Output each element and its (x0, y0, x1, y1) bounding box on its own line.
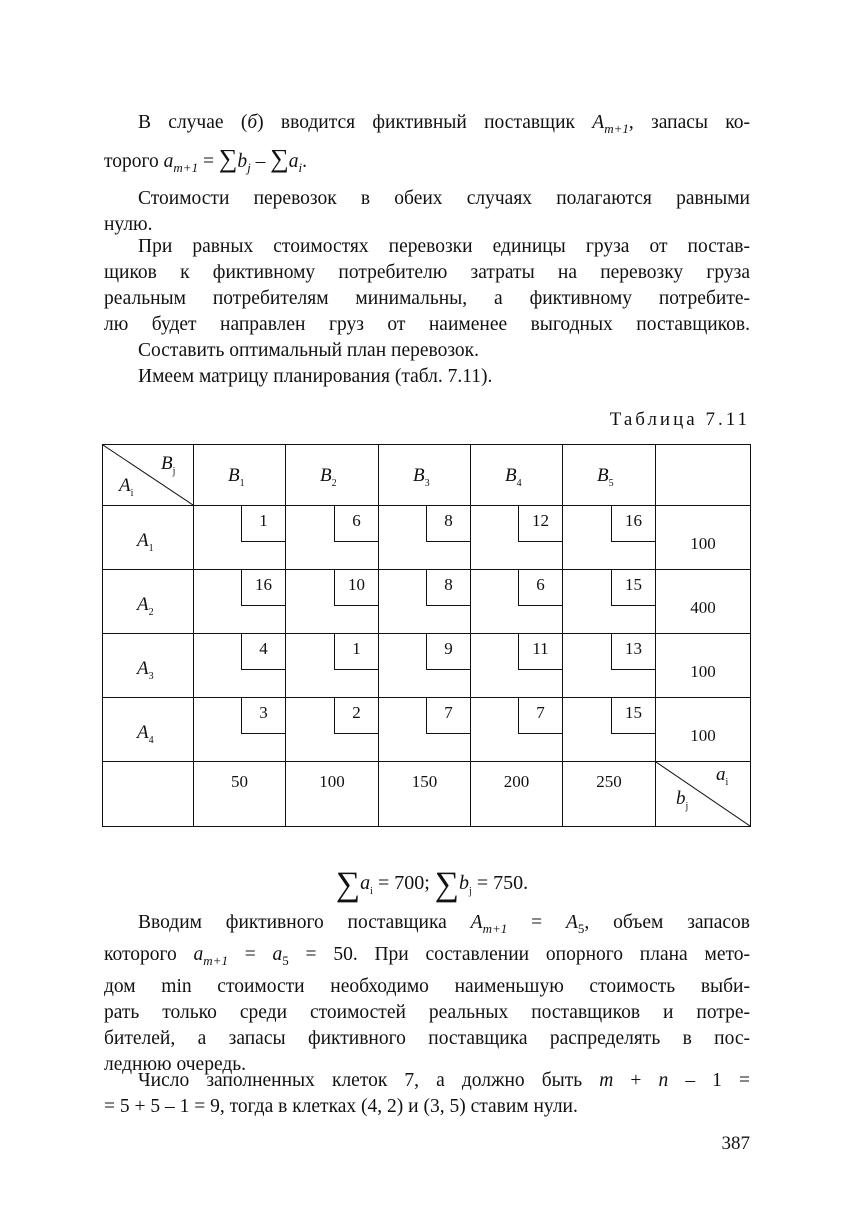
p6-line3: дом min стоимости необходимо наименьшую стоимость выби- (104, 975, 750, 997)
col-header-b5: $B_5$ (563, 445, 656, 506)
col-header-b4: $B_4$ (471, 445, 563, 506)
cost-value: 12 (518, 506, 562, 542)
p2-line2: нулю. (104, 214, 153, 235)
p4-line: Составить оптимальный план перевозок. (138, 340, 480, 361)
cell (379, 698, 471, 762)
paragraph-6 (104, 910, 750, 1078)
cost-value: 11 (518, 634, 562, 670)
cell (194, 506, 286, 570)
p6-line1: Вводим фиктивного поставщика $A_{m+1} = A_5$, объем запасов (138, 912, 750, 936)
paragraph-4 (104, 338, 750, 390)
cost-value: 8 (426, 570, 470, 606)
cost-value: 9 (426, 634, 470, 670)
cell (471, 570, 563, 634)
p6-line5: бителей, а запасы фиктивного поставщика распределять в пос- (104, 1027, 750, 1049)
cost-value: 2 (334, 698, 378, 734)
col-header-b1: $B_1$ (194, 445, 286, 506)
cell (563, 634, 656, 698)
supply-cell (656, 698, 751, 762)
corner2-diagonal (656, 762, 750, 826)
demand-cell (563, 762, 656, 827)
table-header-row (103, 445, 751, 506)
p2-line1: Стоимости перевозок в обеих случаях полагаются равными (138, 188, 750, 209)
corner2-bj-label: $b_j$ (676, 788, 689, 812)
table-row (103, 570, 751, 634)
cost-value: 7 (518, 698, 562, 734)
supply-value: 100 (690, 662, 716, 681)
sigma-symbol: ∑ (335, 866, 361, 903)
cost-value: 15 (611, 698, 655, 734)
cost-value: 16 (611, 506, 655, 542)
cell (286, 698, 379, 762)
cost-value: 1 (241, 506, 285, 542)
demand-cell (194, 762, 286, 827)
cell (471, 506, 563, 570)
row-label-a3: $A_3$ (103, 634, 194, 698)
cost-value: 6 (334, 506, 378, 542)
cell (563, 698, 656, 762)
cell (379, 570, 471, 634)
corner-diagonal (103, 445, 193, 505)
p3-line1: При равных стоимостях перевозки единицы груза от постав- (138, 236, 750, 257)
cost-value: 13 (611, 634, 655, 670)
cost-value: 16 (241, 570, 285, 606)
cell (286, 506, 379, 570)
demand-value: 200 (503, 772, 530, 791)
p6-line6: леднюю очередь. (104, 1053, 247, 1075)
p3-line4: лю будет направлен груз от наименее выгодных поставщиков. (104, 314, 750, 335)
paragraph-2 (104, 186, 750, 238)
cost-value: 15 (611, 570, 655, 606)
table-row (103, 506, 751, 570)
cell (563, 506, 656, 570)
cell (286, 570, 379, 634)
demand-cell (471, 762, 563, 827)
col-header-supply (656, 445, 751, 506)
p1-line1: В случае (б) вводится фиктивный поставщик $A_{m+1}$, запасы ко- (138, 112, 750, 136)
supply-value: 100 (690, 726, 716, 745)
col-header-b2: $B_2$ (286, 445, 379, 506)
demand-value: 100 (319, 772, 345, 791)
transport-table (102, 444, 751, 827)
corner-cell (103, 445, 194, 506)
corner-ai-label: $A_i$ (119, 475, 134, 499)
p7-line2: = 5 + 5 – 1 = 9, тогда в клетках (4, 2) и (3, 5) ставим нули. (104, 1096, 578, 1117)
supply-cell (656, 570, 751, 634)
cost-value: 3 (241, 698, 285, 734)
sum-formula: $\sum a_i = 700$; $\sum b_j = 750$. (335, 866, 529, 903)
paragraph-1-cont (104, 146, 750, 181)
supply-cell (656, 506, 751, 570)
p1-line2: торого $a_{m+1} = \sum b_j - \sum a_i$. (104, 144, 308, 175)
p3-line3: реальным потребителям минимальны, а фиктивному потребите- (104, 288, 750, 309)
p6-line4: рать только среди стоимостей реальных поставщиков и потре- (104, 1001, 750, 1023)
sigma-symbol: ∑ (434, 866, 460, 903)
cost-value: 6 (518, 570, 562, 606)
cell (194, 570, 286, 634)
row-label-a1: $A_1$ (103, 506, 194, 570)
cost-value: 10 (334, 570, 378, 606)
demand-label-cell (103, 762, 194, 827)
page-number: 387 (721, 1133, 750, 1154)
demand-value: 50 (231, 772, 248, 791)
supply-cell (656, 634, 751, 698)
demand-cell (379, 762, 471, 827)
cell (471, 698, 563, 762)
paragraph-7 (104, 1068, 750, 1120)
cell (194, 634, 286, 698)
cost-value: 1 (334, 634, 378, 670)
paragraph-1 (104, 110, 750, 142)
cell (286, 634, 379, 698)
corner2-cell (656, 762, 751, 827)
cell (379, 506, 471, 570)
p6-line2: которого $a_{m+1} = a_5 = 50$. При составлении опорного плана мето- (104, 943, 750, 968)
cost-value: 8 (426, 506, 470, 542)
supply-value: 100 (690, 534, 716, 553)
cost-value: 7 (426, 698, 470, 734)
row-label-a2: $A_2$ (103, 570, 194, 634)
supply-value: 400 (690, 598, 716, 617)
cost-value: 4 (241, 634, 285, 670)
cell (471, 634, 563, 698)
paragraph-3 (104, 234, 750, 338)
table-caption: Таблица 7.11 (609, 409, 750, 430)
cell (194, 698, 286, 762)
table-row (103, 698, 751, 762)
cell (563, 570, 656, 634)
table-row (103, 634, 751, 698)
demand-row (103, 762, 751, 827)
col-header-b3: $B_3$ (379, 445, 471, 506)
demand-value: 150 (411, 772, 438, 791)
corner-bj-label: $B_j$ (161, 453, 176, 477)
p5-line: Имеем матрицу планирования (табл. 7.11). (138, 366, 493, 387)
demand-value: 250 (596, 772, 622, 791)
corner2-ai-label: $a_i$ (716, 764, 729, 788)
p3-line2: щиков к фиктивному потребителю затраты на перевозку груза (104, 262, 750, 283)
p7-line1: Число заполненных клеток 7, а должно быть m + n – 1 = (138, 1070, 750, 1091)
cell (379, 634, 471, 698)
row-label-a4: $A_4$ (103, 698, 194, 762)
demand-cell (286, 762, 379, 827)
